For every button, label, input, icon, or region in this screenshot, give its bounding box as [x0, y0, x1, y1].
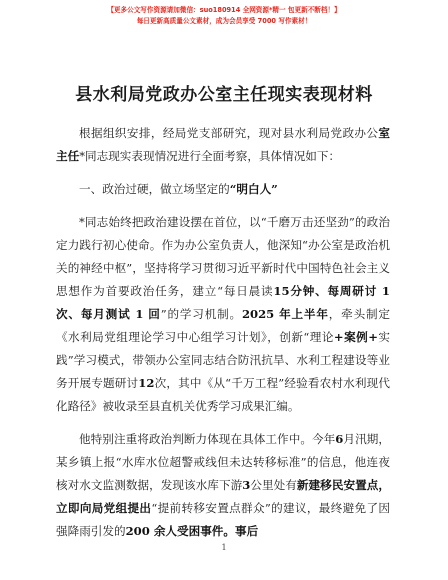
text-run: *同志现实表现情况进行全面考察，具体情况如下：	[79, 149, 341, 163]
document-body	[56, 122, 390, 543]
text-run: 他特别注重将政治判断力体现在具体工作中。今年	[79, 432, 336, 446]
text-run: 公里处有	[250, 478, 297, 492]
text-run: 次，其中《从“千万工程”经验看农村水利现代化路径》被收录至县直机关优秀学习成果汇编。	[56, 376, 390, 413]
document-title: 县水利局党政办公室主任现实表现材料	[75, 85, 373, 105]
text-run-bold: 3	[242, 478, 251, 492]
page-number: 1	[221, 543, 227, 552]
text-run: *同志始终把政治建设摆在首位，以“千磨万击还坚劲”的政治定力践行初心使命。作为办公室负责人，他深知“办公室是政治机关的神经中枢”，坚持将学习贯彻习近平新时代中国特色社会主义思想作为首要政治任务，建立“每日晨读	[56, 215, 390, 298]
paragraph-flood-case	[56, 428, 390, 543]
text-run: ”的学习机制。	[160, 307, 242, 321]
text-run: ，牵头制定《水利局党组理论学习中心组学习计划》，创新“理论	[56, 307, 391, 344]
text-run-bold: 2025 年上半年	[241, 307, 329, 321]
text-run: 根据组织安排，经局党支部研究，现对县水利局党政办公	[79, 126, 379, 140]
text-run: 月汛期，某乡镇上报“水库水位超警戒线但未达转移标准”的信息，他连夜核对水文监测数据，发现该水库下游	[56, 432, 390, 492]
text-run-bold: +案例+	[333, 330, 378, 344]
text-run-bold: 15分钟、每周研讨 1 次、每月测试 1 回	[56, 284, 390, 321]
section-heading-1	[56, 178, 390, 201]
text-run-bold: 新建移民安置点，立即向局党组提出	[56, 478, 390, 515]
paragraph-political-building	[56, 211, 390, 418]
promo-line-2: 每日更新高质量公文素材，成为会员享受 7000 写作素材！	[136, 17, 312, 25]
promo-banner	[0, 5, 448, 27]
text-run-bold: 12	[138, 376, 155, 390]
promo-line-1: 【更多公文写作资源请加微信：suo180914 全网资源*精一 包更新不断档！】	[107, 6, 341, 14]
text-run-bold: 200 余人受困事件。事后	[125, 524, 259, 538]
text-run: “提前转移安置点群众”的建议，最终避免了因强降雨引发的	[56, 501, 390, 538]
text-run-bold: 6	[335, 432, 344, 446]
text-run: 实践”学习模式，带领办公室同志结合防汛抗旱、水利工程建设等业务开展专题研讨	[56, 330, 390, 390]
paragraph-intro	[56, 122, 390, 168]
text-run: 一、政治过硬，做立场坚定的	[79, 182, 230, 196]
text-run-bold: “明白人”	[229, 182, 278, 196]
text-run-bold: 室主任	[56, 126, 390, 163]
